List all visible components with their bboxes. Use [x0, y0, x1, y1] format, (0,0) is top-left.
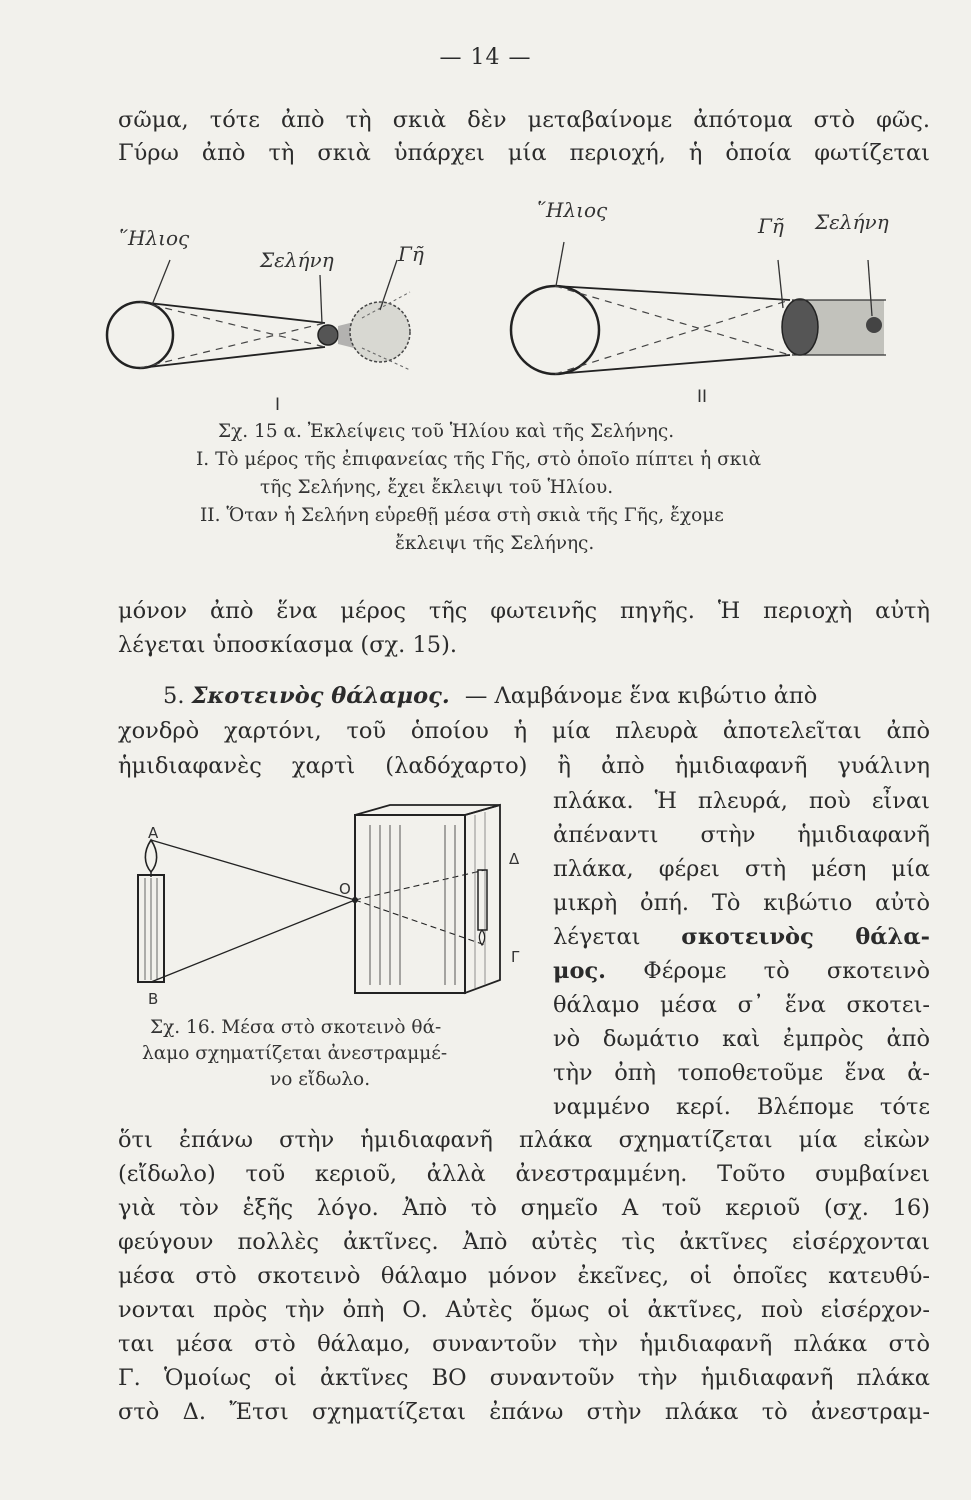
- figure-16-caption-line: Σχ. 16. Μέσα στὸ σκοτεινὸ θά-: [150, 1017, 442, 1038]
- section-number: 5.: [163, 683, 185, 709]
- label-point-b: Β: [148, 990, 159, 1008]
- figure-15-caption-line: II. Ὅταν ἡ Σελήνη εὑρεθῇ μέσα στὴ σκιὰ τῆς Γῆς, ἔχομε: [200, 505, 724, 526]
- lunar-eclipse-diagram: [500, 230, 895, 400]
- page-number: — 14 —: [439, 45, 532, 70]
- numeral-ii: II: [697, 387, 708, 407]
- section-5-heading-line: [163, 683, 930, 710]
- label-sun-right: ῞Ηλιος: [536, 198, 608, 222]
- text-span: Φέρομε τὸ σκοτεινὸ: [643, 958, 931, 984]
- text-line: στὸ Δ. Ἔτσι σχηματίζεται ἐπάνω στὴν πλάκα τὸ ἀνεστραμ-: [118, 1399, 930, 1425]
- text-line: μικρὴ ὀπή. Τὸ κιβώτιο αὐτὸ: [553, 890, 930, 916]
- text-line: γιὰ τὸν ἑξῆς λόγο. Ἀπὸ τὸ σημεῖο Α τοῦ κεριοῦ (σχ. 16): [118, 1195, 930, 1221]
- label-moon-right: Σελήνη: [815, 210, 889, 234]
- label-point-d: Δ: [509, 850, 520, 868]
- figure-15-caption-line: I. Τὸ μέρος τῆς ἐπιφανείας τῆς Γῆς, στὸ ὁποῖο πίπτει ἡ σκιὰ: [196, 449, 762, 470]
- label-point-g: Γ: [511, 948, 520, 966]
- text-line: [553, 924, 930, 951]
- figure-15-caption-line: τῆς Σελήνης, ἔχει ἔκλειψι τοῦ Ἡλίου.: [260, 477, 614, 498]
- label-earth-left: Γῆ: [398, 242, 424, 266]
- text-line: τὴν ὀπὴ τοποθετοῦμε ἕνα ἀ-: [553, 1060, 930, 1086]
- text-line: πλάκα. Ἡ πλευρά, ποὺ εἶναι: [553, 788, 930, 814]
- text-line: χονδρὸ χαρτόνι, τοῦ ὁποίου ἡ μία πλευρὰ ἀποτελεῖται ἀπὸ: [118, 718, 930, 744]
- term-dark-chamber-end: μος.: [553, 958, 607, 984]
- figure-15-caption-title: Σχ. 15 α. Ἐκλείψεις τοῦ Ἡλίου καὶ τῆς Σελήνης.: [218, 421, 675, 442]
- section-title: Σκοτεινὸς θάλαμος.: [191, 683, 450, 709]
- text-line: πλάκα, φέρει στὴ μέση μία: [553, 856, 930, 882]
- text-line: [553, 958, 930, 985]
- label-earth-right: Γῆ: [758, 214, 784, 238]
- text-line: Γ. Ὁμοίως οἱ ἀκτῖνες ΒΟ συναντοῦν τὴν ἡμιδιαφανῆ πλάκα: [118, 1365, 930, 1391]
- label-point-o: Ο: [339, 880, 351, 898]
- figure-15-caption-line: ἔκλειψι τῆς Σελήνης.: [395, 533, 595, 554]
- text-line: θάλαμο μέσα σ᾽ ἕνα σκοτει-: [553, 992, 930, 1018]
- label-sun-left: ῞Ηλιος: [118, 226, 190, 250]
- text-line: ὅτι ἐπάνω στὴν ἡμιδιαφανῆ πλάκα σχηματίζεται μία εἰκὼν: [118, 1127, 930, 1153]
- text-line: μέσα στὸ σκοτεινὸ θάλαμο μόνον ἐκεῖνες, οἱ ὁποῖες κατευθύ-: [118, 1263, 930, 1289]
- text-line: ἡμιδιαφανὲς χαρτὶ (λαδόχαρτο) ἢ ἀπὸ ἡμιδιαφανῆ γυάλινη: [118, 753, 930, 779]
- text-line: ἀπέναντι στὴν ἡμιδιαφανῆ: [553, 822, 930, 848]
- text-line: μόνον ἀπὸ ἕνα μέρος τῆς φωτεινῆς πηγῆς. Ἡ περιοχὴ αὐτὴ: [118, 598, 930, 624]
- text-line: λέγεται ὑποσκίασμα (σχ. 15).: [118, 632, 458, 658]
- text-line: ται μέσα στὸ θάλαμο, συναντοῦν τὴν ἡμιδιαφανῆ πλάκα στὸ: [118, 1331, 930, 1357]
- text-line: ναμμένο κερί. Βλέπομε τότε: [553, 1094, 930, 1120]
- text-line: νονται πρὸς τὴν ὀπὴ Ο. Αὐτὲς ὅμως οἱ ἀκτῖνες, ποὺ εἰσέρχον-: [118, 1297, 930, 1323]
- label-point-a: Α: [148, 824, 159, 842]
- text-span: λέγεται: [553, 924, 641, 950]
- text-line: σῶμα, τότε ἀπὸ τὴ σκιὰ δὲν μεταβαίνομε ἀπότομα στὸ φῶς.: [118, 107, 930, 133]
- text-line: Γύρω ἀπὸ τὴ σκιὰ ὑπάρχει μία περιοχή, ἡ ὁποία φωτίζεται: [118, 140, 930, 166]
- text-line: φεύγουν πολλὲς ἀκτῖνες. Ἀπὸ αὐτὲς τὶς ἀκτῖνες εἰσέρχονται: [118, 1229, 930, 1255]
- camera-obscura-diagram: [125, 800, 525, 1000]
- term-dark-chamber: σκοτεινὸς θάλα-: [681, 924, 930, 950]
- section-first-line: — Λαμβάνομε ἕνα κιβώτιο ἀπὸ: [464, 683, 818, 709]
- figure-16-caption-line: νο εἴδωλο.: [270, 1069, 371, 1090]
- numeral-i: I: [275, 395, 281, 415]
- text-line: νὸ δωμάτιο καὶ ἐμπρὸς ἀπὸ: [553, 1026, 930, 1052]
- text-line: (εἴδωλο) τοῦ κεριοῦ, ἀλλὰ ἀνεστραμμένη. Τοῦτο συμβαίνει: [118, 1161, 930, 1187]
- label-moon-left: Σελήνη: [260, 248, 334, 272]
- figure-16-caption-line: λαμο σχηματίζεται ἀνεστραμμέ-: [142, 1043, 448, 1064]
